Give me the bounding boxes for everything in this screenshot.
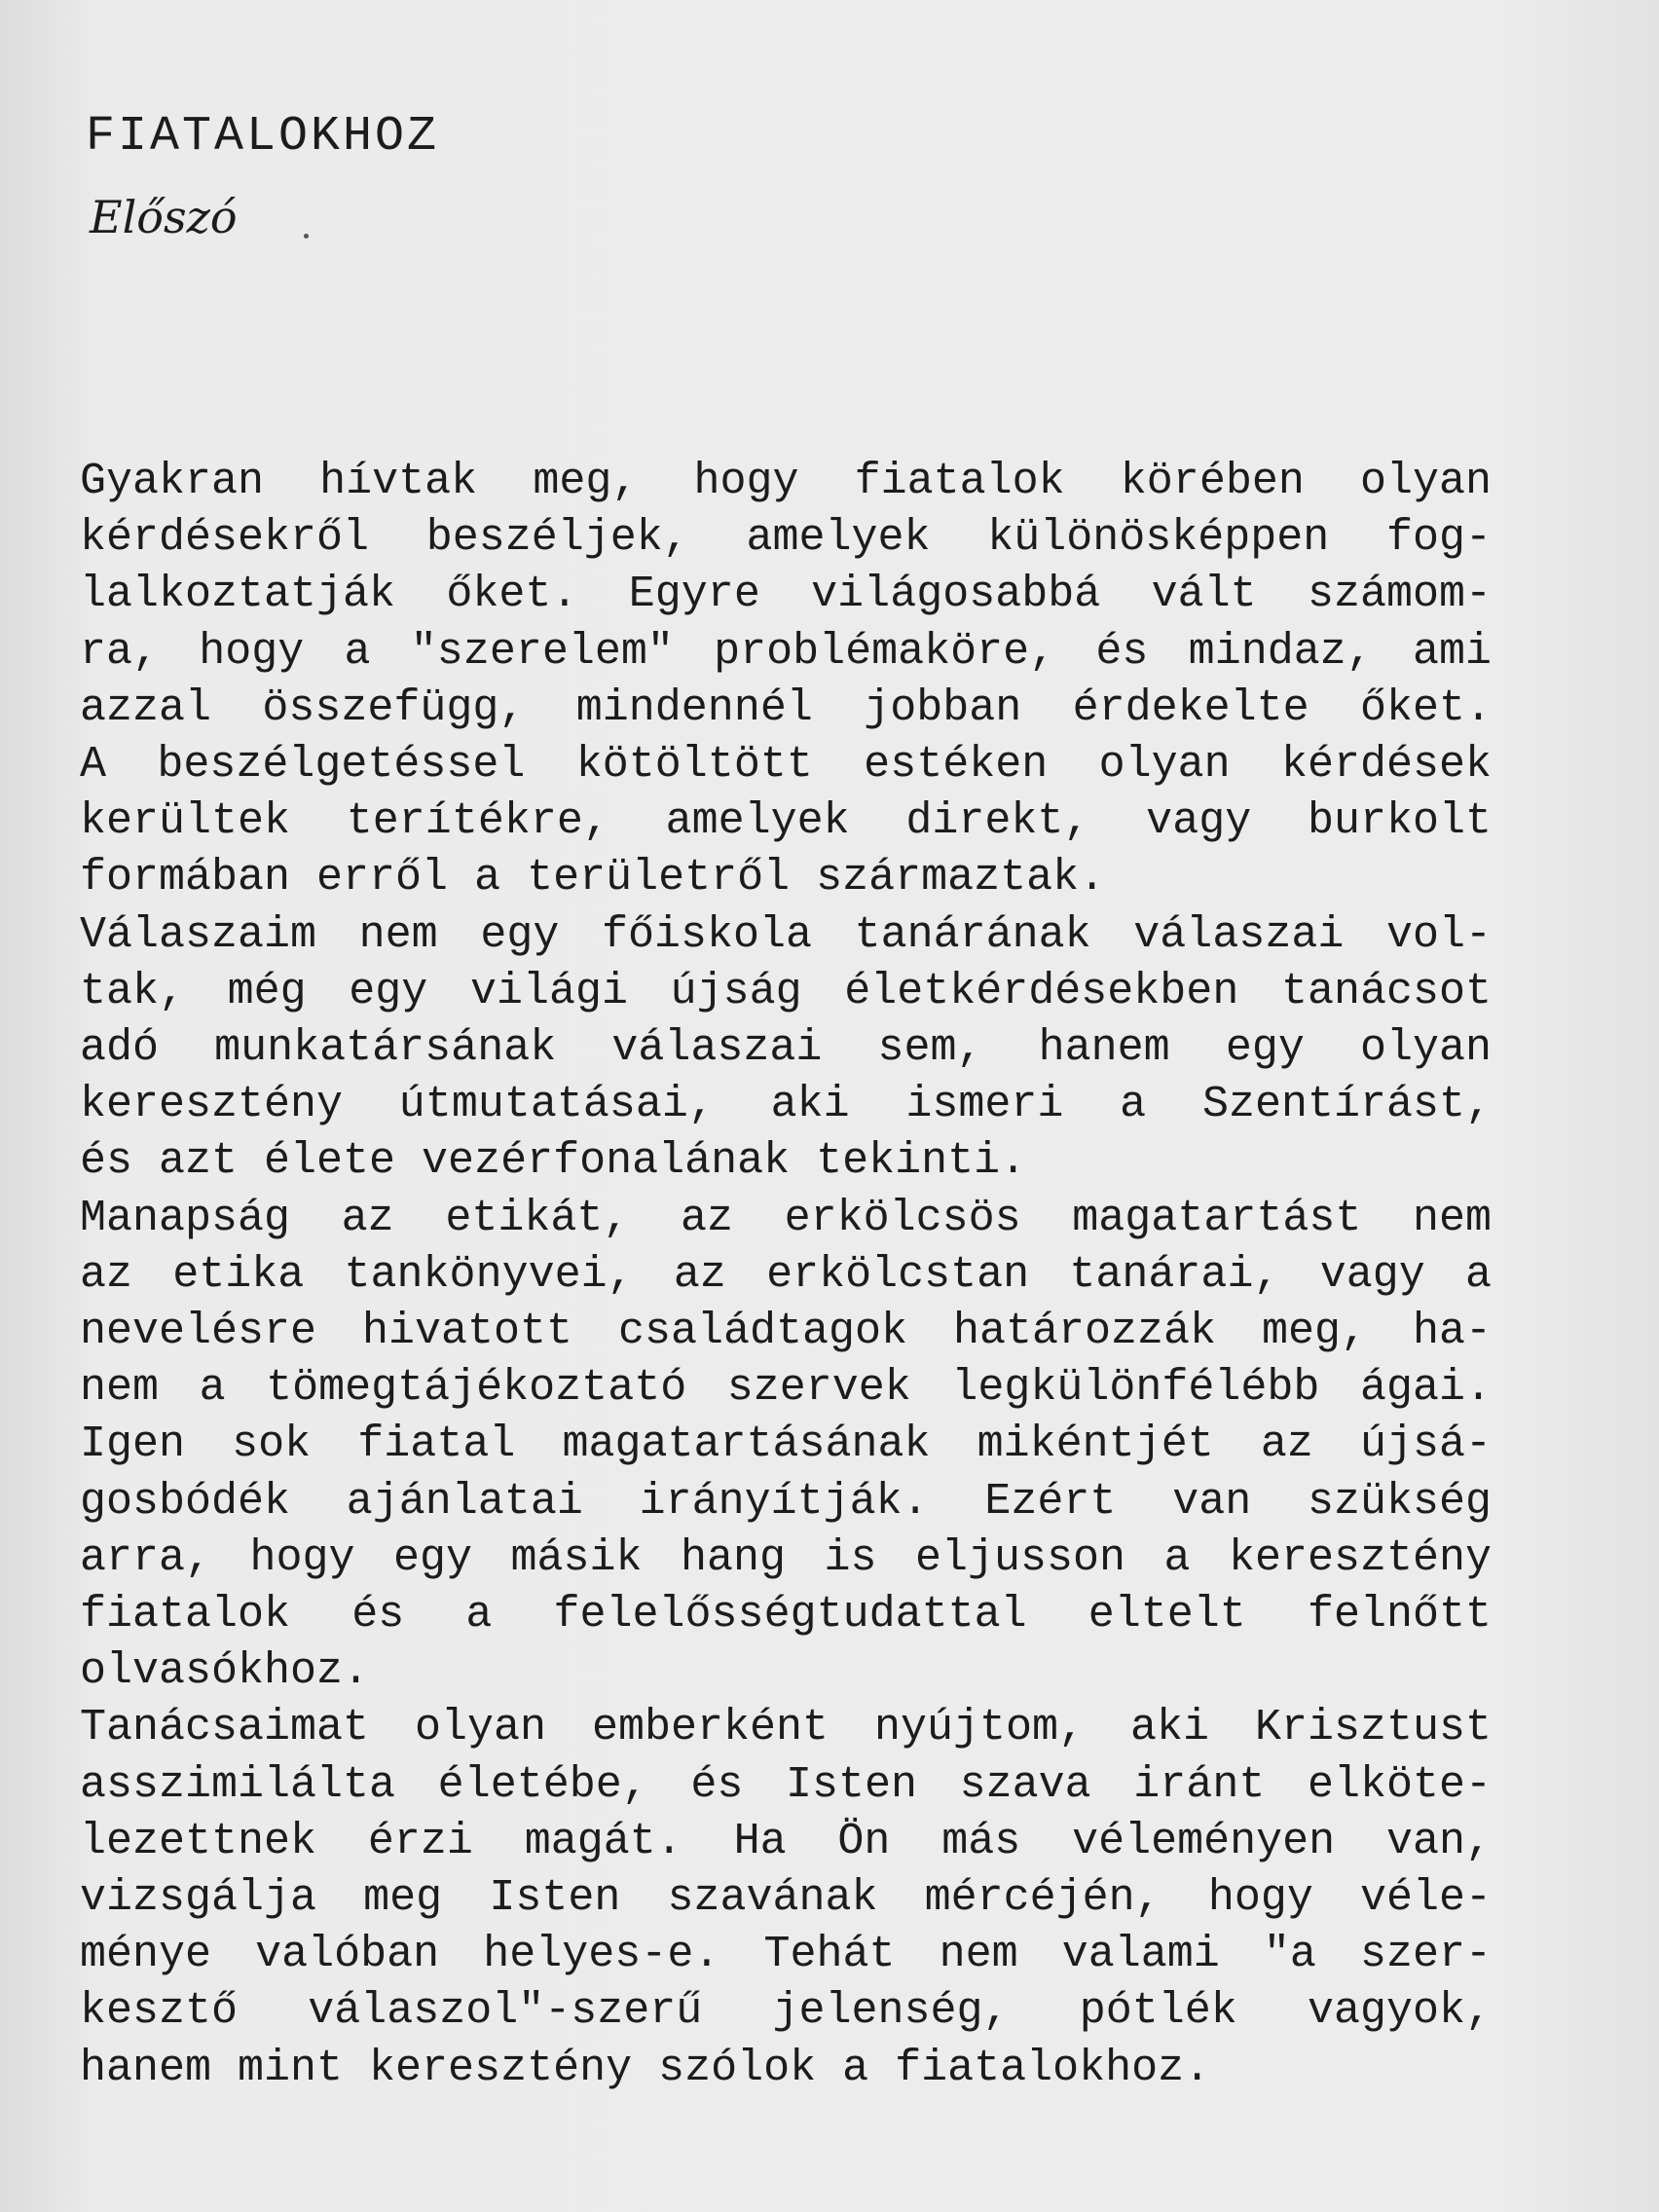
text-line: Gyakran hívtak meg, hogy fiatalok körében olyan <box>80 457 1492 506</box>
handwritten-subtitle: Előszó <box>90 191 238 243</box>
text-line: Tanácsaimat olyan emberként nyújtom, aki Krisztust <box>80 1703 1492 1753</box>
text-line: lezettnek érzi magát. Ha Ön más véleményen van, <box>80 1816 1492 1866</box>
text-line: az etika tankönyvei, az erkölcstan tanárai, vagy a <box>80 1249 1492 1300</box>
text-line: olvasókhoz. <box>80 1646 370 1697</box>
text-line: Manapság az etikát, az erkölcsös magatartást nem <box>80 1193 1492 1243</box>
text-line: ménye valóban helyes-e. Tehát nem valami "a szer- <box>80 1930 1492 1980</box>
text-line: lalkoztatják őket. Egyre világosabbá vált számom- <box>80 570 1492 620</box>
text-line: kérdésekről beszéljek, amelyek különösképpen fog- <box>80 513 1492 564</box>
text-line: fiatalok és a felelősségtudattal eltelt felnőtt <box>80 1590 1492 1641</box>
text-line: adó munkatársának válaszai sem, hanem egy olyan <box>80 1023 1492 1074</box>
text-line: tak, még egy világi újság életkérdésekben tanácsot <box>80 966 1492 1016</box>
text-line: arra, hogy egy másik hang is eljusson a keresztény <box>80 1532 1492 1583</box>
text-line: azzal összefügg, mindennél jobban érdekelte őket. <box>80 682 1492 733</box>
page-title: FIATALOKHOZ <box>86 109 440 165</box>
text-line: vizsgálja meg Isten szavának mércéjén, hogy véle- <box>80 1873 1492 1924</box>
text-line: Válaszaim nem egy főiskola tanárának válaszai vol- <box>80 909 1492 960</box>
text-line: kesztő válaszol"-szerű jelenség, pótlék vagyok, <box>80 1986 1492 2037</box>
text-line: gosbódék ajánlatai irányítják. Ezért van szükség <box>80 1476 1492 1527</box>
text-line: hanem mint keresztény szólok a fiatalokhoz. <box>80 2043 1211 2093</box>
text-line: Igen sok fiatal magatartásának mikéntjét az újsá- <box>80 1419 1492 1470</box>
ink-dot <box>304 234 309 239</box>
text-line: nem a tömegtájékoztató szervek legkülönfélébb ágai. <box>80 1363 1492 1414</box>
text-line: kerültek terítékre, amelyek direkt, vagy burkolt <box>80 796 1492 847</box>
body-text <box>80 454 1492 2097</box>
text-line: keresztény útmutatásai, aki ismeri a Szentírást, <box>80 1080 1492 1130</box>
text-line: ra, hogy a "szerelem" problémaköre, és mindaz, ami <box>80 626 1492 677</box>
text-line: formában erről a területről származtak. <box>80 853 1106 903</box>
text-line: és azt élete vezérfonalának tekinti. <box>80 1136 1027 1187</box>
text-line: A beszélgetéssel kötöltött estéken olyan kérdések <box>80 740 1492 791</box>
text-line: nevelésre hivatott családtagok határozzák meg, ha- <box>80 1307 1492 1357</box>
text-line: asszimilálta életébe, és Isten szava iránt elköte- <box>80 1759 1492 1810</box>
